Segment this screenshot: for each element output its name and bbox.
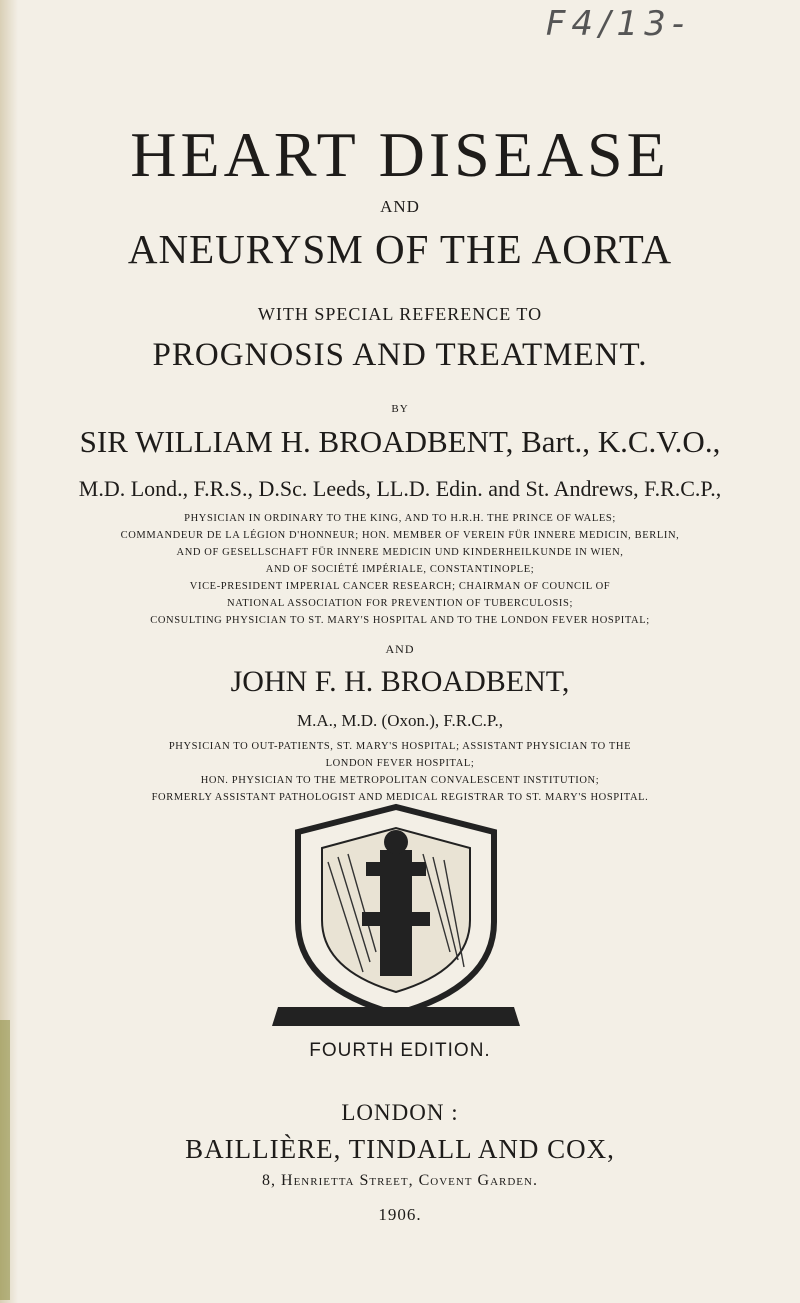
publisher-seal-emblem [258, 802, 534, 1030]
author-2-position-line: FORMERLY ASSISTANT PATHOLOGIST AND MEDICAL REGISTRAR TO ST. MARY'S HOSPITAL. [151, 792, 649, 803]
author-1-position-line: AND OF SOCIÉTÉ IMPÉRIALE, CONSTANTINOPLE; [265, 564, 535, 575]
author-1-position-line: AND OF GESELLSCHAFT FÜR INNERE MEDICIN UND KINDERHEILKUNDE IN WIEN, [176, 547, 624, 558]
title-line-3: PROGNOSIS AND TREATMENT. [152, 337, 648, 373]
title-line-1: HEART DISEASE [130, 119, 670, 190]
author-2-name: JOHN F. H. BROADBENT, [230, 665, 570, 698]
imprint-city: LONDON : [341, 1100, 459, 1125]
author-1-position-line: PHYSICIAN IN ORDINARY TO THE KING, AND TO H.R.H. THE PRINCE OF WALES; [184, 513, 616, 524]
author-1-position-line: CONSULTING PHYSICIAN TO ST. MARY'S HOSPITAL AND TO THE LONDON FEVER HOSPITAL; [150, 615, 650, 626]
author-2-degrees: M.A., M.D. (Oxon.), F.R.C.P., [297, 711, 503, 730]
author-2-position-line: PHYSICIAN TO OUT-PATIENTS, ST. MARY'S HOSPITAL; ASSISTANT PHYSICIAN TO THE [168, 741, 632, 752]
title-with-reference: WITH SPECIAL REFERENCE TO [257, 304, 543, 324]
edition-label: FOURTH EDITION. [309, 1040, 491, 1061]
author-1-positions [0, 510, 800, 629]
author-1-position-line: VICE-PRESIDENT IMPERIAL CANCER RESEARCH; CHAIRMAN OF COUNCIL OF [189, 581, 611, 592]
by-label: BY [391, 403, 409, 415]
title-line-2: ANEURYSM OF THE AORTA [127, 226, 673, 272]
author-1-degrees: M.D. Lond., F.R.S., D.Sc. Leeds, LL.D. Edin. and St. Andrews, F.R.C.P., [78, 476, 722, 501]
imprint-publisher: BAILLIÈRE, TINDALL AND COX, [185, 1134, 615, 1164]
imprint-address: 8, Henrietta Street, Covent Garden. [262, 1172, 538, 1189]
title-and: AND [380, 197, 420, 216]
shelfmark: F4/13- [545, 4, 690, 44]
author-1-position-line: COMMANDEUR DE LA LÉGION D'HONNEUR; HON. MEMBER OF VEREIN FÜR INNERE MEDICIN, BERLIN, [120, 530, 680, 541]
authors-and: AND [385, 642, 415, 656]
author-2-position-line: LONDON FEVER HOSPITAL; [325, 758, 475, 769]
author-2-positions [0, 738, 800, 806]
imprint-year: 1906. [378, 1205, 422, 1224]
author-1-name: SIR WILLIAM H. BROADBENT, Bart., K.C.V.O., [79, 424, 721, 459]
author-1-position-line: NATIONAL ASSOCIATION FOR PREVENTION OF TUBERCULOSIS; [227, 598, 573, 609]
author-2-position-line: HON. PHYSICIAN TO THE METROPOLITAN CONVALESCENT INSTITUTION; [200, 775, 600, 786]
